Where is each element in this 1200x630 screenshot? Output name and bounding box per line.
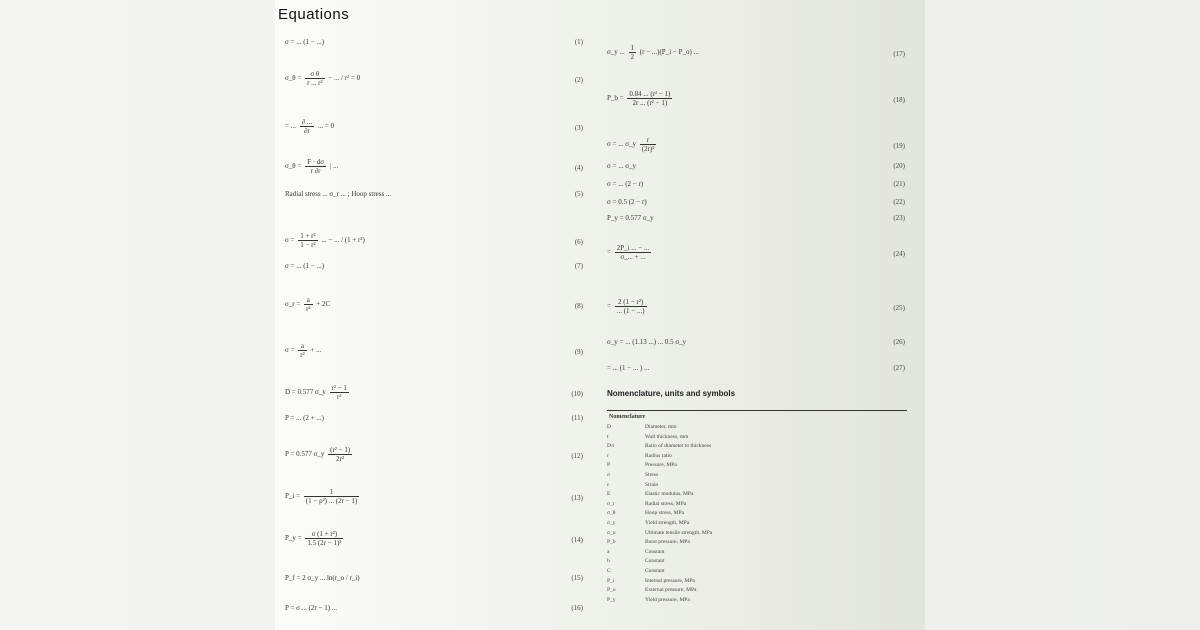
denominator: r ∂r [310, 167, 321, 175]
equation-lhs: = [607, 302, 613, 311]
equation-number: (24) [893, 250, 905, 258]
fraction [627, 90, 672, 107]
equation-lhs: σ_θ = [285, 162, 304, 171]
equation-lhs: σ_θ = [285, 74, 304, 83]
equation-tail: (r − ...)(P_i − P_o) ... [638, 48, 699, 57]
right-equation-2 [607, 90, 674, 107]
nomenclature-item [607, 434, 688, 440]
nomenclature-item [607, 520, 689, 526]
nomenclature-item [607, 597, 690, 603]
nomenclature-item [607, 510, 684, 516]
numerator: σ θ [305, 70, 325, 79]
equation-number: (16) [571, 604, 583, 612]
equation-lhs: P = 0.577 σ_y [285, 450, 327, 459]
denominator: 1.5 (2r − 1)² [307, 539, 342, 547]
equation-lhs: σ_r = [285, 300, 303, 309]
equation-number: (11) [571, 414, 583, 422]
equation-number: (15) [571, 574, 583, 582]
left-equation-8 [285, 296, 330, 313]
fraction [305, 70, 325, 87]
nomenclature-symbol: σ_y [607, 520, 616, 526]
left-equation-7: σ = ... (1 − ...) [285, 262, 325, 270]
right-equation-11: = ... (1 − ... ) ... [607, 364, 650, 372]
denominator: (2r)² [641, 145, 655, 153]
equation-lhs: = [607, 248, 613, 257]
right-equation-7: P_y = 0.577 σ_y [607, 214, 654, 222]
denominator: 1 − r² [300, 241, 316, 249]
equation-number: (1) [574, 38, 583, 46]
nomenclature-item [607, 549, 665, 555]
numerator: 1 [630, 44, 635, 52]
equation-number: (13) [571, 494, 583, 502]
denominator: r ... r² [307, 79, 323, 87]
nomenclature-item [607, 539, 690, 545]
nomenclature-item [607, 530, 712, 536]
nomenclature-description: Radial stress, MPa [645, 500, 687, 507]
equation-lhs: D = 0.577 σ_y [285, 388, 328, 397]
fraction [330, 384, 349, 401]
equation-number: (9) [574, 348, 583, 356]
equation-number: (20) [893, 162, 905, 170]
left-equation-3 [285, 118, 334, 135]
equation-lhs: = ... [285, 122, 298, 131]
right-equation-9 [607, 298, 649, 315]
left-equation-10 [285, 384, 351, 401]
nomenclature-description: Constant [645, 558, 665, 565]
fraction [328, 446, 352, 463]
nomenclature-symbol: σ [607, 472, 610, 478]
nomenclature-symbol: P_y [607, 596, 616, 603]
equation-number: (4) [574, 164, 583, 172]
equation-number: (10) [571, 390, 583, 398]
numerator: σ (1 + r²) [305, 530, 343, 539]
nomenclature-item [607, 501, 686, 507]
equation-number: (19) [893, 142, 905, 150]
page-heading: Equations [278, 6, 350, 23]
nomenclature-item [607, 443, 711, 449]
equation-tail: + 2C [314, 300, 331, 309]
equation-number: (2) [574, 76, 583, 84]
numerator: 2 (1 − r²) [615, 298, 647, 307]
left-equation-14 [285, 530, 345, 547]
nomenclature-item [607, 558, 665, 564]
nomenclature-description: Elastic modulus, MPa [645, 491, 694, 498]
equation-lhs: σ = [285, 346, 297, 355]
nomenclature-description: Constant [645, 548, 665, 555]
fraction [304, 296, 312, 313]
nomenclature-description: Constant [645, 568, 665, 574]
nomenclature-symbol: E [607, 491, 611, 498]
fraction [305, 530, 343, 547]
nomenclature-symbol: D/t [607, 443, 615, 450]
nomenclature-description: Yield strength, MPa [645, 520, 690, 526]
equation-number: (25) [893, 304, 905, 312]
left-equation-5: Radial stress ... σ_r ... ; Hoop stress ... [285, 190, 392, 198]
numerator: (r² − 1) [330, 446, 351, 454]
denominator: r² [306, 305, 311, 313]
nomenclature-symbol: r [607, 452, 609, 459]
left-equation-12 [285, 446, 354, 463]
nomenclature-item [607, 462, 677, 468]
right-equation-6: σ = 0.5 (2 − r) [607, 198, 647, 206]
equation-number: (17) [893, 50, 905, 58]
fraction [640, 136, 657, 153]
nomenclature-heading: Nomenclature, units and symbols [607, 389, 736, 398]
denominator: r² [337, 393, 342, 401]
equation-tail: | ... [328, 162, 339, 171]
nomenclature-symbol: σ_θ [607, 510, 616, 517]
denominator: ∂r [304, 127, 310, 135]
nomenclature-symbol: D [607, 424, 611, 430]
nomenclature-description: Pressure, MPa [645, 462, 677, 469]
nomenclature-description: Radius ratio [645, 452, 672, 459]
nomenclature-symbol: P [607, 462, 611, 469]
nomenclature-item [607, 491, 693, 497]
equation-tail: ... − ... / (1 + r²) [319, 236, 365, 245]
fraction [629, 44, 637, 61]
numerator: ∂ ... [301, 118, 313, 126]
nomenclature-description: Stress [645, 472, 659, 478]
nomenclature-symbol: ε [607, 481, 610, 488]
nomenclature-description: External pressure, MPa [645, 587, 697, 594]
right-equation-4: σ = ... σ_y [607, 162, 636, 170]
nomenclature-description: Hoop stress, MPa [645, 510, 684, 517]
nomenclature-item [607, 482, 658, 488]
denominator: 2 [630, 53, 635, 61]
equation-lhs: P_i = [285, 492, 302, 501]
numerator: F · dσ [307, 158, 325, 166]
right-equation-1 [607, 44, 699, 61]
denominator: 2r² [336, 455, 345, 463]
numerator: 1 + r² [300, 232, 316, 240]
equation-number: (21) [893, 180, 905, 188]
nomenclature-item [607, 472, 658, 478]
nomenclature-description: Ultimate tensile strength, MPa [645, 529, 713, 536]
fraction [615, 298, 647, 315]
equation-lhs: σ = ... σ_y [607, 140, 638, 149]
numerator: r [640, 136, 657, 145]
equation-number: (12) [571, 452, 583, 460]
left-equation-1: σ = ... (1 − ...) [285, 38, 325, 46]
equation-number: (8) [574, 302, 583, 310]
nomenclature-description: Ratio of diameter to thickness [645, 443, 711, 450]
divider [607, 410, 907, 411]
nomenclature-symbol: P_o [607, 587, 616, 594]
equation-lhs: P_y = [285, 534, 304, 543]
equation-number: (7) [574, 262, 583, 270]
denominator: σ_... + ... [620, 253, 646, 261]
denominator: r² [300, 351, 305, 359]
left-equation-15: P_f = 2 σ_y ... ln(r_o / r_i) [285, 574, 360, 582]
nomenclature-title: Nomenclature [609, 414, 646, 420]
equation-number: (5) [574, 190, 583, 198]
nomenclature-description: Wall thickness, mm [645, 433, 689, 440]
document-page [275, 0, 925, 630]
nomenclature-symbol: t [607, 433, 609, 440]
left-equation-2 [285, 70, 360, 87]
denominator: ... (1 − ...) [616, 307, 645, 315]
numerator: r² − 1 [331, 384, 347, 392]
equation-number: (22) [893, 198, 905, 206]
equation-tail: − ... / r² = 0 [326, 74, 361, 83]
equation-number: (18) [893, 96, 905, 104]
equation-number: (23) [893, 214, 905, 222]
left-equation-6 [285, 232, 365, 249]
nomenclature-description: Burst pressure, MPa [645, 539, 690, 546]
fraction [300, 118, 314, 135]
left-equation-13 [285, 488, 361, 505]
numerator: 0.84 ... (r² − 1) [629, 90, 671, 98]
equation-number: (27) [893, 364, 905, 372]
nomenclature-item [607, 424, 677, 430]
denominator: (1 − ρ²) ... (2r − 1) [305, 497, 358, 505]
fraction [304, 488, 359, 505]
numerator: 2P_i ... − ... [616, 244, 650, 252]
nomenclature-description: Strain [645, 481, 659, 488]
fraction [305, 158, 326, 175]
nomenclature-symbol: σ_r [607, 500, 615, 507]
nomenclature-symbol: a [607, 548, 610, 555]
fraction [615, 244, 652, 261]
numerator: a [298, 342, 306, 351]
nomenclature-item [607, 453, 672, 459]
nomenclature-symbol: σ_u [607, 529, 616, 536]
right-equation-8 [607, 244, 653, 261]
nomenclature-description: Internal pressure, MPa [645, 577, 695, 584]
nomenclature-symbol: C [607, 568, 611, 574]
nomenclature-symbol: b [607, 558, 610, 565]
left-equation-9 [285, 342, 321, 359]
right-equation-5: σ = ... (2 − r) [607, 180, 644, 188]
equation-lhs: σ_y ... [607, 48, 627, 57]
equation-number: (6) [574, 238, 583, 246]
fraction [298, 342, 306, 359]
denominator: 2r ... (r² − 1) [632, 99, 668, 107]
left-equation-11: P = ... (2 + ...) [285, 414, 324, 422]
equation-number: (3) [574, 124, 583, 132]
equation-lhs: P_b = [607, 94, 626, 103]
nomenclature-symbol: P_b [607, 539, 616, 546]
numerator: a [304, 296, 312, 305]
nomenclature-description: Yield pressure, MPa [645, 596, 690, 603]
equation-lhs: σ = [285, 236, 297, 245]
equation-number: (26) [893, 338, 905, 346]
equation-tail: ... = 0 [316, 122, 335, 131]
nomenclature-item [607, 568, 665, 574]
left-equation-4 [285, 158, 338, 175]
nomenclature-item [607, 587, 696, 593]
right-equation-10: σ_y = ... (1.13 ...) ... 0.5 σ_y [607, 338, 687, 346]
nomenclature-description: Diameter, mm [645, 424, 677, 430]
left-equation-16: P = σ ... (2r − 1) ... [285, 604, 338, 612]
right-equation-3 [607, 136, 658, 153]
equation-number: (14) [571, 536, 583, 544]
nomenclature-item [607, 578, 695, 584]
equation-tail: + ... [308, 346, 322, 355]
fraction [298, 232, 317, 249]
nomenclature-symbol: P_i [607, 577, 615, 584]
numerator: 1 [304, 488, 359, 497]
